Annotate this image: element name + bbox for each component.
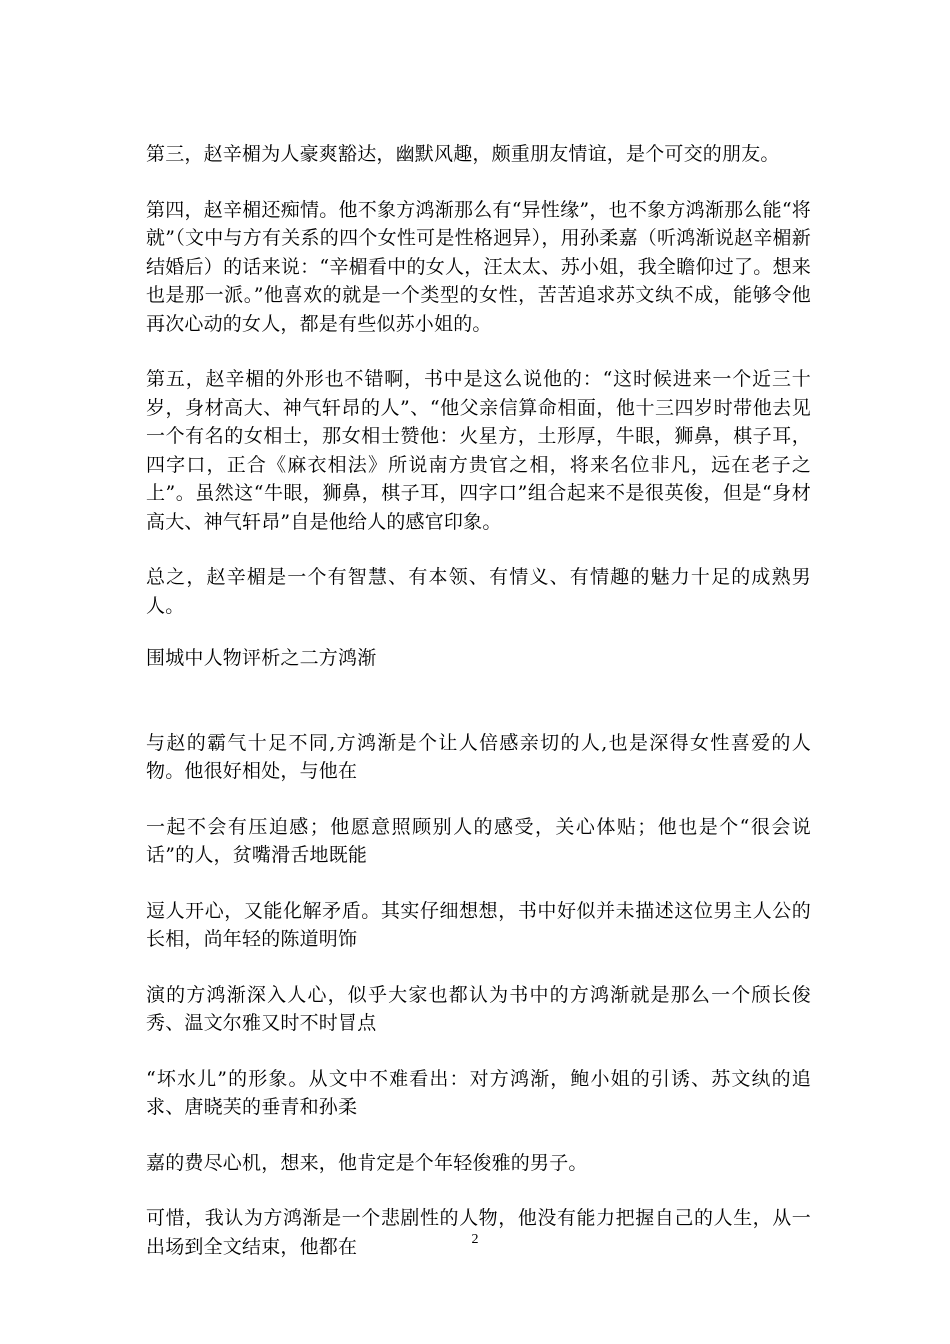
- paragraph-fang-3: 逗人开心，又能化解矛盾。其实仔细想想，书中好似并未描述这位男主人公的长相，尚年轻的陈道明饰: [146, 899, 811, 950]
- paragraph-fang-intro: 与赵的霸气十足不同,方鸿渐是个让人倍感亲切的人,也是深得女性喜爱的人物。他很好相处，与他在: [146, 731, 811, 782]
- paragraph-third-point: 第三，赵辛楣为人豪爽豁达，幽默风趣，颇重朋友情谊，是个可交的朋友。: [146, 143, 780, 165]
- paragraph-fang-4: 演的方鸿渐深入人心，似乎大家也都认为书中的方鸿渐就是那么一个颀长俊秀、温文尔雅又时不时冒点: [146, 983, 811, 1034]
- section-heading: 围城中人物评析之二方鸿渐: [146, 647, 377, 669]
- document-body: [146, 140, 811, 1261]
- paragraph-fang-7: 可惜，我认为方鸿渐是一个悲剧性的人物，他没有能力把握自己的人生，从一出场到全文结束，他都在: [146, 1207, 811, 1258]
- paragraph-fang-5: “坏水儿”的形象。从文中不难看出：对方鸿渐，鲍小姐的引诱、苏文纨的追求、唐晓芙的垂青和孙柔: [146, 1067, 811, 1118]
- paragraph-fourth-point: 第四，赵辛楣还痴情。他不象方鸿渐那么有“异性缘”，也不象方鸿渐那么能“将就”（文中与方有关系的四个女性可是性格迥异），用孙柔嘉（听鸿渐说赵辛楣新结婚后）的话来说：“辛楣看中的女人，汪太太、苏小姐，我全瞻仰过了。想来也是那一派。”他喜欢的就是一个类型的女性，苦苦追求苏文纨不成，能够令他再次心动的女人，都是有些似苏小姐的。: [146, 198, 811, 335]
- page-number: 2: [471, 1232, 479, 1247]
- paragraph-fang-2: 一起不会有压迫感；他愿意照顾别人的感受，关心体贴；他也是个“很会说话”的人，贫嘴滑舌地既能: [146, 815, 811, 866]
- paragraph-summary: 总之，赵辛楣是一个有智慧、有本领、有情义、有情趣的魅力十足的成熟男人。: [146, 566, 811, 617]
- paragraph-fifth-point: 第五，赵辛楣的外形也不错啊，书中是这么说他的：“这时候进来一个近三十岁，身材高大、神气轩昂的人”、“他父亲信算命相面，他十三四岁时带他去见一个有名的女相士，那女相士赞他：火星方，土形厚，牛眼，狮鼻，棋子耳，四字口，正合《麻衣相法》所说南方贵官之相，将来名位非凡，远在老子之上”。虽然这“牛眼，狮鼻，棋子耳，四字口”组合起来不是很英俊，但是“身材高大、神气轩昂”自是他给人的感官印象。: [146, 368, 811, 533]
- paragraph-fang-6: 嘉的费尽心机，想来，他肯定是个年轻俊雅的男子。: [146, 1151, 588, 1174]
